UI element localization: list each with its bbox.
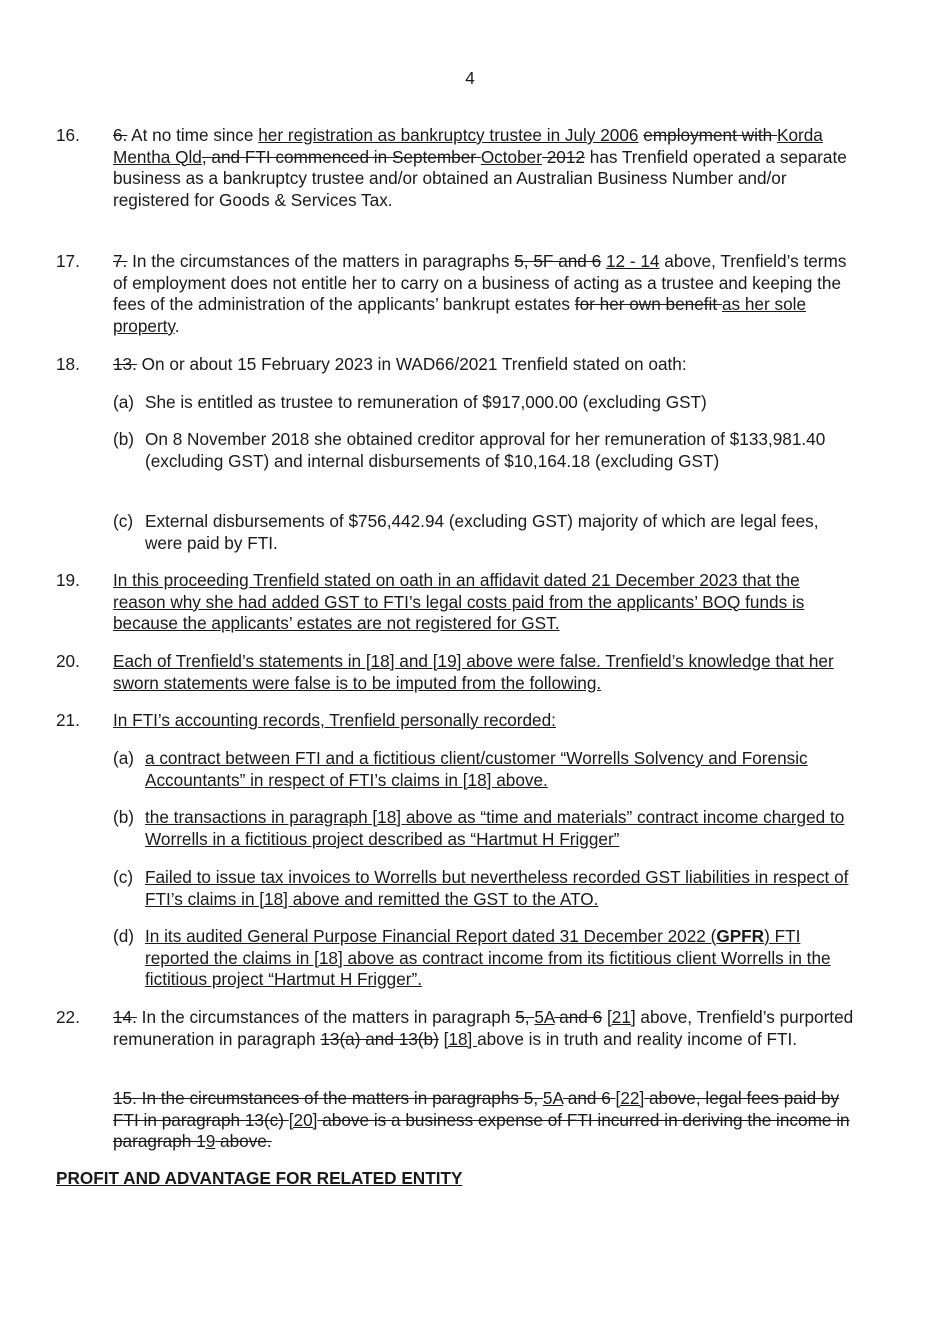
text-run: External disbursements of $756,442.94 (excluding GST) majority of which are legal fees, were paid by FTI. [145,511,819,553]
text-run: In the circumstances of the matters in paragraphs [127,251,515,271]
paragraph-number: 22. [56,1007,80,1027]
sub-paragraph-18c [113,511,853,554]
inserted-text: her registration as bankruptcy trustee in July 2006 [258,125,639,145]
deleted-inserted-text: 5A [534,1007,555,1027]
deleted-text: employment with [643,125,777,145]
paragraph-text [113,710,856,732]
deleted-inserted-text: 5A [542,1088,563,1108]
sub-paragraph-text [145,392,853,414]
deleted-inserted-text: Korda Mentha Qld [113,125,823,167]
deleted-inserted-text: [22] [615,1088,645,1108]
sub-paragraph-label: (b) [113,429,135,449]
sub-paragraph-text [145,926,853,991]
inserted-text: Failed to issue tax invoices to Worrells but nevertheless recorded GST liabilities in respect of FTI’s claims in [18] above and remitted the GST to the ATO. [145,867,849,909]
deleted-inserted-text: October [480,146,542,167]
inserted-text: 12 - 14 [605,251,660,271]
paragraph-20 [56,651,856,694]
text-run: . [174,315,180,336]
inserted-text: Each of Trenfield’s statements in [18] and [19] above were false. Trenfield’s knowledge that her sworn statements were false is to be imputed from the following. [113,651,834,693]
inserted-text: In this proceeding Trenfield stated on oath in an affidavit dated 21 December 2023 that the reason why she had added GST to FTI’s legal costs paid from the applicants’ BOQ funds is because the applicants’ estates are not registered for GST. [113,570,805,634]
inserted-text: as her sole property [113,294,807,336]
inserted-text: ) FTI reported the claims in [18] above as contract income from its fictitious client Worrells in the fictitious project “Hartmut H Frigger”. [145,926,831,990]
deleted-text: 2012 [541,146,585,167]
paragraph-21 [56,710,856,732]
deleted-text: 15. In the circumstances of the matters in paragraphs 5, [113,1088,543,1108]
deleted-text: 13. [113,354,137,374]
inserted-text: [21] [606,1007,636,1027]
inserted-text: [18] [443,1028,478,1049]
sub-paragraph-18a [113,392,853,414]
sub-paragraph-text [145,429,853,472]
sub-paragraph-21c [113,867,853,910]
paragraph-16 [56,125,856,211]
sub-paragraph-label: (a) [113,392,135,412]
deleted-text: , and FTI commenced in September [201,146,481,167]
inserted-text: GPFR [716,926,765,946]
text-run: At no time since [127,125,259,145]
page-number: 4 [465,68,475,88]
paragraph-number: 21. [56,710,80,730]
inserted-text: In its audited General Purpose Financial Report dated 31 December 2022 ( [145,926,717,946]
deleted-text: 5, 5F and 6 [514,251,602,271]
paragraph-18 [56,354,856,376]
sub-paragraph-text [145,867,853,910]
deleted-text: for her own benefit [574,294,722,315]
text-run: above is in truth and reality income of FTI. [477,1028,798,1049]
sub-paragraph-text [145,807,853,850]
deleted-text: above is a business expense of FTI incurred in deriving the income in paragraph 1 [113,1109,850,1152]
deleted-inserted-text: [20] [288,1109,318,1130]
deleted-text: above, legal fees paid by FTI in paragraph 13(c) [113,1088,840,1130]
text-run: above, Trenfield’s terms of employment does not entitle her to carry on a business of acting as a trustee and keeping the fees of the administration of the applicants’ bankrupt estates [113,251,847,315]
paragraph-text [113,570,856,635]
sub-paragraph-21b [113,807,853,850]
text-run: On 8 November 2018 she obtained creditor approval for her remuneration of $133,981.40 (excluding GST) and internal disbursements of $10,164.18 (excluding GST) [145,429,826,471]
sub-paragraph-label: (a) [113,748,135,768]
paragraph-19 [56,570,856,635]
text-run: On or about 15 February 2023 in WAD66/2021 Trenfield stated on oath: [136,354,687,374]
paragraph-text [113,354,856,376]
deleted-text: 14. [113,1007,137,1027]
text-run: She is entitled as trustee to remuneration of $917,000.00 (excluding GST) [145,392,707,412]
paragraph-text [113,1007,856,1050]
paragraph-number: 17. [56,251,80,271]
paragraph-text [113,1088,856,1153]
paragraph-number: 16. [56,125,80,145]
deleted-text: and 6 [562,1088,616,1108]
section-heading: PROFIT AND ADVANTAGE FOR RELATED ENTITY [56,1168,463,1188]
sub-paragraph-text [145,748,853,791]
text-run: In the circumstances of the matters in paragraph [136,1007,516,1027]
paragraph-number: 18. [56,354,80,374]
text-run: above, Trenfield’s purported remuneration in paragraph [113,1007,854,1049]
deleted-text: and 6 [554,1007,603,1027]
inserted-text: a contract between FTI and a fictitious client/customer “Worrells Solvency and Forensic Accountants” in respect of FTI’s claims in [18] above. [145,748,808,790]
paragraph-text [113,125,856,211]
deleted-text: 6. [113,125,128,145]
paragraph-number: 19. [56,570,80,590]
inserted-text: the transactions in paragraph [18] above as “time and materials” contract income charged to Worrells in a fictitious project described as “Hartmut H Frigger” [145,807,845,849]
paragraph-text [113,251,856,337]
paragraph-number: 20. [56,651,80,671]
deleted-text: 13(a) and 13(b) [320,1028,439,1049]
deleted-inserted-text: 9 [205,1131,216,1152]
sub-paragraph-label: (d) [113,926,135,946]
sub-paragraph-label: (c) [113,511,134,531]
sub-paragraph-text [145,511,853,554]
text-run: has Trenfield operated a separate business as a bankruptcy trustee and/or obtained an Australian Business Number and/or registered for Goods & Services Tax. [113,146,847,210]
sub-paragraph-label: (c) [113,867,134,887]
paragraph-text [113,651,856,694]
sub-paragraph-label: (b) [113,807,135,827]
struck-paragraph-15 [56,1088,856,1153]
deleted-text: above. [215,1131,272,1152]
deleted-text: 7. [113,251,128,271]
sub-paragraph-21d [113,926,853,991]
sub-paragraph-21a [113,748,853,791]
paragraph-22 [56,1007,856,1050]
paragraph-17 [56,251,856,337]
deleted-text: 5, [515,1007,535,1027]
inserted-text: In FTI’s accounting records, Trenfield personally recorded: [113,710,556,730]
sub-paragraph-18b [113,429,853,472]
